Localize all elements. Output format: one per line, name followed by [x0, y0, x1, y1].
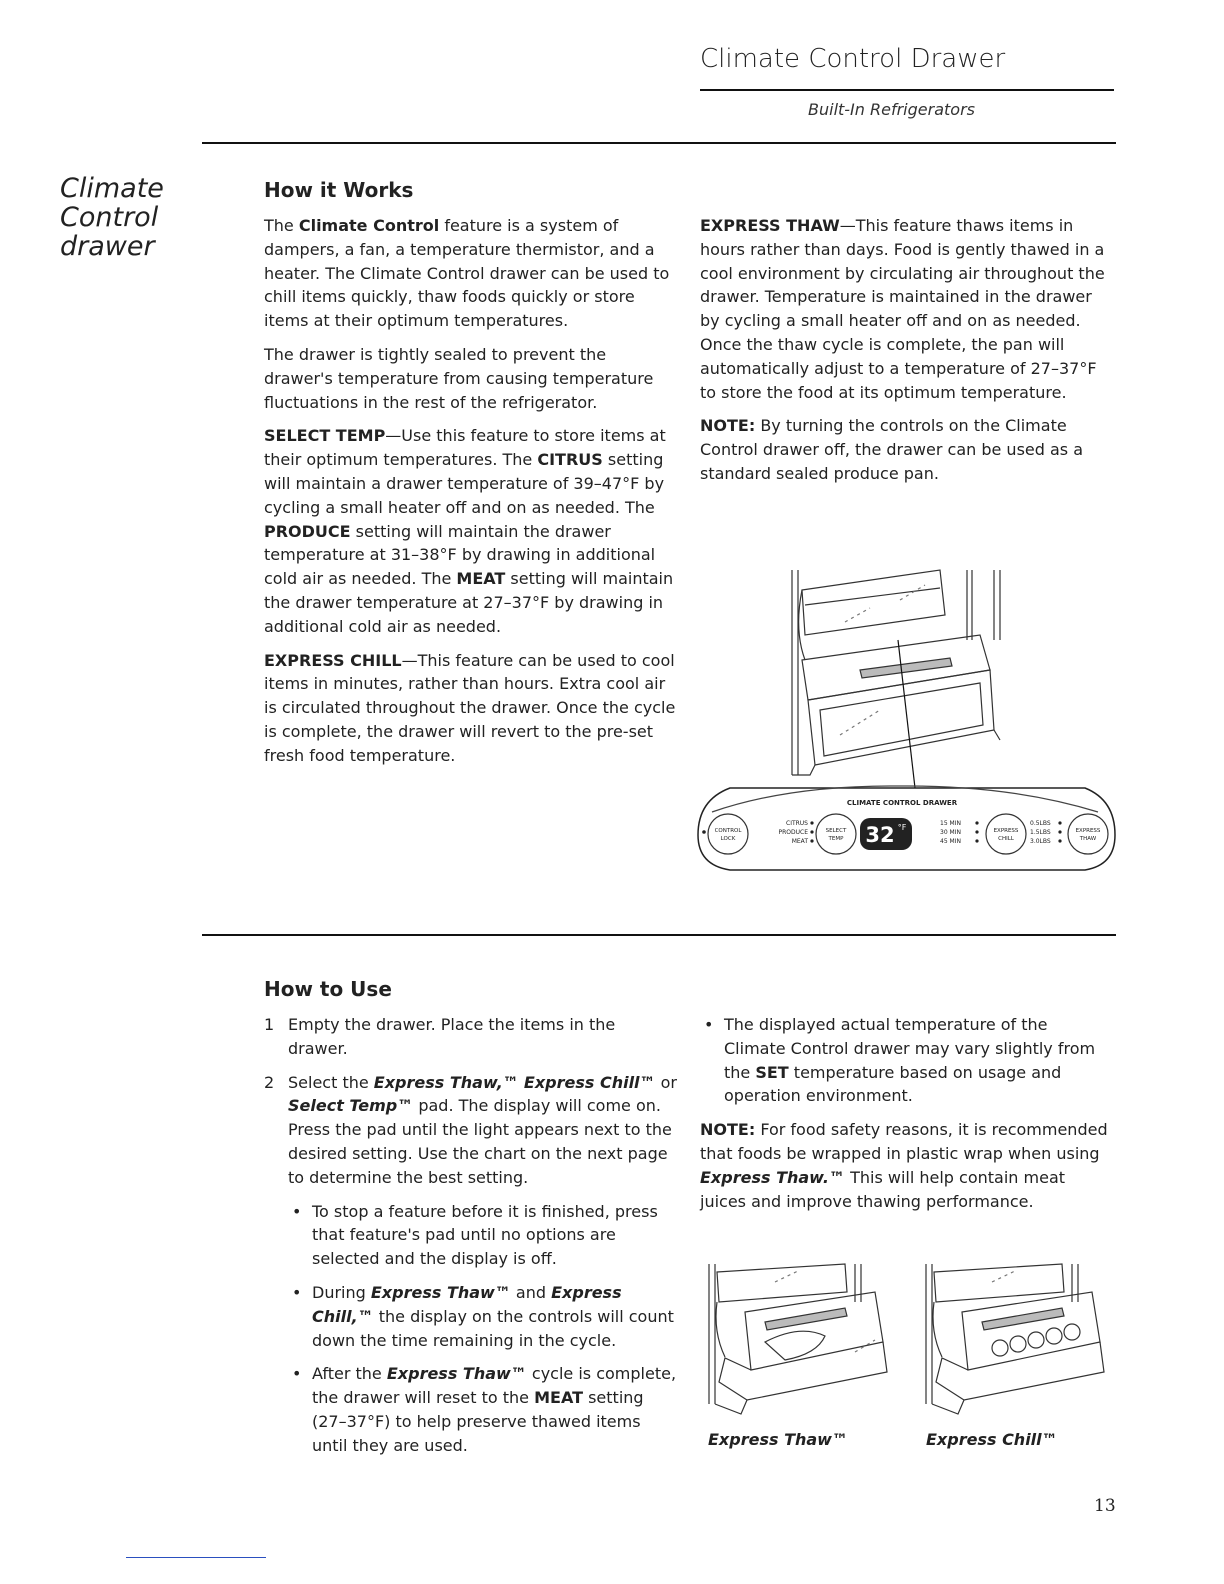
header-rule — [700, 89, 1114, 91]
bottom-link-underline — [126, 1557, 266, 1558]
time-15: 15 MIN — [940, 820, 961, 827]
page-header-subtitle: Built-In Refrigerators — [808, 100, 975, 119]
how-to-use-left-column — [264, 1013, 678, 1468]
weight-30: 3.0LBS — [1030, 838, 1051, 845]
how-to-use-heading: How to Use — [264, 977, 392, 1001]
express-chill-button[interactable] — [986, 814, 1026, 854]
express-thaw-label-2: THAW — [1079, 836, 1097, 842]
page-number: 13 — [1094, 1496, 1116, 1516]
food-safety-note: NOTE: For food safety reasons, it is recommended that foods be wrapped in plastic wrap when using Express Thaw.™ This will help contain meat juices and improve thawing performance. — [700, 1120, 1108, 1211]
express-thaw-button[interactable] — [1068, 814, 1108, 854]
select-temp-label-2: TEMP — [828, 836, 844, 842]
select-temp-button[interactable] — [816, 814, 856, 854]
select-temp-paragraph: SELECT TEMP—Use this feature to store items at their optimum temperatures. The CITRUS setting will maintain a drawer temperature of 39–47°F by cycling a small heater off and on as needed. The PRODUCE setting will maintain the drawer temperature at 31–38°F by drawing in additional cold air as needed. The MEAT setting will maintain the drawer temperature at 27–37°F by drawing in additional cold air as needed. — [264, 426, 674, 636]
step-2: 2 Select the Express Thaw,™ Express Chill™ or Select Temp™ pad. The display will come on. Press the pad until the light appears next to the desired setting. Use the chart on the next page to determine the best setting. • To stop a feature before it is finished, press that feature's pad until no options are selected and the display is off. • During Express Thaw™ and Express Chill,™ the display on the controls will count down the time remaining in the cycle. • After the Express Thaw™ cycle is complete, the drawer will reset to the MEAT setting (27–37°F) to help preserve thawed items until they are used. — [264, 1071, 678, 1458]
how-to-use-right-column — [700, 1013, 1110, 1223]
time-45: 45 MIN — [940, 838, 961, 845]
express-thaw-illustration — [705, 1262, 895, 1422]
page-header-title: Climate Control Drawer — [700, 44, 1006, 74]
express-chill-label-1: EXPRESS — [993, 828, 1019, 834]
step-1: 1 Empty the drawer. Place the items in the drawer. — [264, 1015, 616, 1058]
side-title-line-3: drawer — [60, 231, 155, 262]
sealed-paragraph: The drawer is tightly sealed to prevent the drawer's temperature from causing temperature fluctuations in the rest of the refrigerator. — [264, 344, 654, 412]
section-divider-top — [202, 142, 1116, 144]
side-title-line-1: Climate — [60, 173, 164, 204]
control-lock-label-2: LOCK — [720, 836, 736, 842]
caption-express-thaw: Express Thaw™ — [708, 1430, 848, 1449]
control-lock-button[interactable] — [708, 814, 748, 854]
select-temp-label-1: SELECT — [825, 828, 847, 834]
bullet-reset-meat: • After the Express Thaw™ cycle is complete, the drawer will reset to the MEAT setting (27–37°F) to help preserve thawed items until they are used. — [288, 1362, 678, 1457]
weight-05: 0.5LBS — [1030, 820, 1051, 827]
bullet-countdown: • During Express Thaw™ and Express Chill,™ the display on the controls will count down the time remaining in the cycle. — [288, 1281, 678, 1352]
weight-15: 1.5LBS — [1030, 829, 1051, 836]
intro-paragraph: The Climate Control feature is a system of dampers, a fan, a temperature thermistor, and a heater. The Climate Control drawer can be used to chill items quickly, thaw foods quickly or store items at their optimum temperatures. — [264, 216, 670, 331]
display-unit: °F — [897, 823, 907, 832]
bullet-displayed-temp: • The displayed actual temperature of the Climate Control drawer may vary slightly from the SET temperature based on usage and operation environment. — [700, 1013, 1110, 1108]
setting-produce: PRODUCE — [778, 829, 808, 836]
express-chill-paragraph: EXPRESS CHILL—This feature can be used to cool items in minutes, rather than hours. Extra cool air is circulated throughout the drawer. Once the cycle is complete, the drawer will revert to the pre-set fresh food temperature. — [264, 650, 676, 765]
express-thaw-label-1: EXPRESS — [1075, 828, 1101, 834]
bullet-stop-feature: • To stop a feature before it is finished, press that feature's pad until no options are selected and the display is off. — [288, 1200, 678, 1271]
display-value: 32 — [865, 823, 895, 847]
how-it-works-heading: How it Works — [264, 178, 414, 202]
how-it-works-left-column — [264, 214, 678, 778]
side-title — [60, 174, 164, 261]
side-title-line-2: Control — [60, 202, 159, 233]
express-chill-illustration — [922, 1262, 1112, 1422]
control-lock-label-1: CONTROL — [714, 828, 742, 834]
panel-title: CLIMATE CONTROL DRAWER — [846, 799, 958, 807]
note-paragraph: NOTE: By turning the controls on the Climate Control drawer off, the drawer can be used as a standard sealed produce pan. — [700, 416, 1084, 483]
how-it-works-right-column — [700, 214, 1110, 496]
section-divider-middle — [202, 934, 1116, 936]
caption-express-chill: Express Chill™ — [926, 1430, 1058, 1449]
setting-meat: MEAT — [791, 838, 808, 845]
express-chill-label-2: CHILL — [998, 836, 1014, 842]
time-30: 30 MIN — [940, 829, 961, 836]
setting-citrus: CITRUS — [786, 820, 808, 827]
express-thaw-paragraph: EXPRESS THAW—This feature thaws items in hours rather than days. Food is gently thawed in a cool environment by circulating air throughout the drawer. Temperature is maintained in the drawer by cycling a small heater off and on as needed. Once the thaw cycle is complete, the pan will automatically adjust to a temperature of 27–37°F to store the food at its optimum temperature. — [700, 216, 1105, 402]
climate-drawer-illustration — [690, 560, 1120, 890]
